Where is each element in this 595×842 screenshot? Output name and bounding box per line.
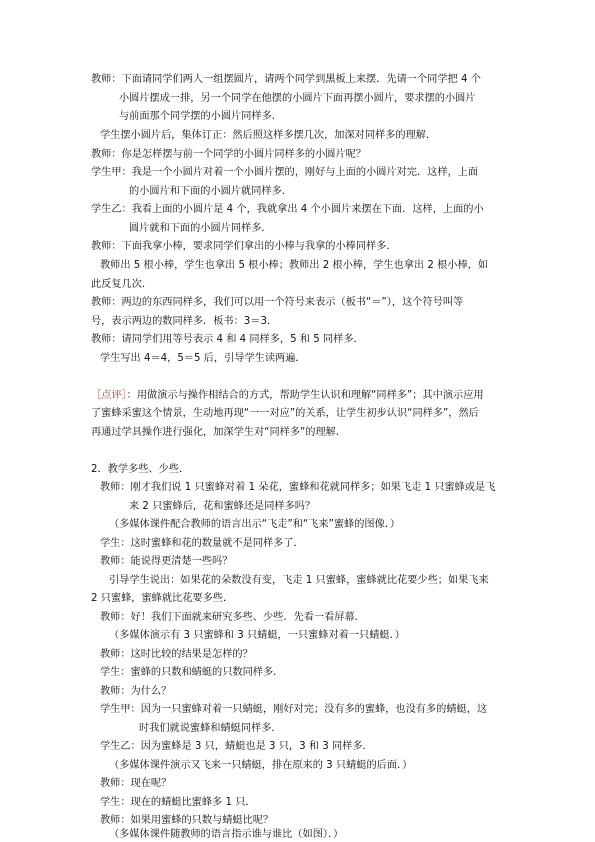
text-line: 教师：你是怎样摆与前一个同学的小圆片同样多的小圆片呢？: [91, 149, 367, 160]
text-line: 教师：现在呢？: [100, 778, 172, 789]
text-line: 了蜜蜂采蜜这个情景，生动地再现“一一对应”的关系，让学生初步认识“同样多”，然后: [91, 408, 479, 419]
text-line: 学生：这时蜜蜂和花的数量就不是同样多了．: [100, 538, 304, 549]
text-line: 学生甲：我是一个小圆片对着一个小圆片摆的，刚好与上面的小圆片对完．这样，上面: [91, 167, 479, 178]
text-line: 此反复几次．: [91, 279, 153, 290]
text-line: 来 2 只蜜蜂后，花和蜜蜂还是同样多吗？: [129, 501, 316, 512]
text-line: 圆片就和下面的小圆片同样多．: [129, 223, 272, 234]
section-heading: 2．教学多些、少些．: [91, 464, 190, 475]
text-line: 学生乙：我看上面的小圆片是 4 个，我就拿出 4 个小圆片来摆在下面．这样，上面的小: [91, 204, 484, 215]
text-line: ：用做演示与操作相结合的方式，帮助学生认识和理解“同样多”；其中演示应用: [126, 390, 484, 401]
text-line: 学生：现在的蜻蜓比蜜蜂多 1 只．: [100, 797, 256, 808]
text-line: （多媒体演示有 3 只蜜蜂和 3 只蜻蜓，一只蜜蜂对着一只蜻蜓．）: [109, 630, 405, 641]
text-line: 教师：能说得更清楚一些吗？: [100, 556, 233, 567]
comment-label: ［点评］: [91, 390, 127, 401]
text-line: 学生：蜜蜂的只数和蜻蜓的只数同样多．: [100, 667, 284, 678]
text-line: 学生乙：因为蜜蜂是 3 只，蜻蜓也是 3 只，3 和 3 同样多．: [100, 741, 373, 752]
text-line: 学生摆小圆片后，集体订正：然后照这样多摆几次，加深对同样多的理解．: [100, 130, 437, 141]
text-line: （多媒体课件随教师的语言指示谁与谁比（如图）．）: [109, 829, 344, 840]
text-line: （多媒体课件演示又飞来一只蜻蜓，排在原来的 3 只蜻蜓的后面．）: [109, 760, 413, 771]
text-line: 与前面那个同学摆的小圆片同样多．: [119, 111, 282, 122]
text-line: 教师：下面请同学们两人一组摆圆片，请两个同学到黑板上来摆．先请一个同学把 4 个: [91, 74, 481, 85]
text-line: 的小圆片和下面的小圆片就同样多．: [129, 186, 292, 197]
text-line: 教师：两边的东西同样多，我们可以用一个符号来表示（板书“＝”），这个符号叫等: [91, 297, 464, 308]
text-line: 号，表示两边的数同样多．板书：3＝3．: [91, 316, 278, 327]
text-line: 时我们就说蜜蜂和蜻蜓同样多．: [139, 723, 282, 734]
text-line: 教师：刚才我们说 1 只蜜蜂对着 1 朵花，蜜蜂和花就同样多；如果飞走 1 只蜜蜂或是飞: [100, 482, 496, 493]
text-line: 引导学生说出：如果花的朵数没有变，飞走 1 只蜜蜂，蜜蜂就比花要少些；如果飞来: [109, 575, 489, 586]
text-line: 教师：这时比较的结果是怎样的？: [100, 649, 253, 660]
text-line: 教师出 5 根小棒，学生也拿出 5 根小棒；教师出 2 根小棒，学生也拿出 2 根小棒，如: [100, 260, 489, 271]
text-line: 2 只蜜蜂，蜜蜂就比花要多些．: [91, 593, 234, 604]
text-line: 学生写出 4＝4，5＝5 后，引导学生读两遍．: [100, 353, 306, 364]
text-line: 教师：如果用蜜蜂的只数与蜻蜓比呢？: [100, 815, 274, 826]
text-line: 教师：为什么？: [100, 686, 172, 697]
text-line: 教师：请同学们用等号表示 4 和 4 同样多，5 和 5 同样多．: [91, 334, 364, 345]
text-line: 再通过学具操作进行强化，加深学生对“同样多”的理解．: [91, 427, 347, 438]
text-line: 学生甲：因为一只蜜蜂对着一只蜻蜓，刚好对完；没有多的蜜蜂，也没有多的蜻蜓，这: [100, 704, 488, 715]
text-line: （多媒体课件配合教师的语言出示“飞走”和“飞来”蜜蜂的图像．）: [109, 519, 401, 530]
comment-paragraph: [91, 389, 484, 403]
text-line: 教师：下面我拿小棒，要求同学们拿出的小棒与我拿的小棒同样多．: [91, 241, 397, 252]
text-line: 教师：好！我们下面就来研究多些、少些．先看一看屏幕．: [100, 612, 365, 623]
text-line: 小圆片摆成一排，另一个同学在他摆的小圆片下面再摆小圆片，要求摆的小圆片: [119, 93, 476, 104]
